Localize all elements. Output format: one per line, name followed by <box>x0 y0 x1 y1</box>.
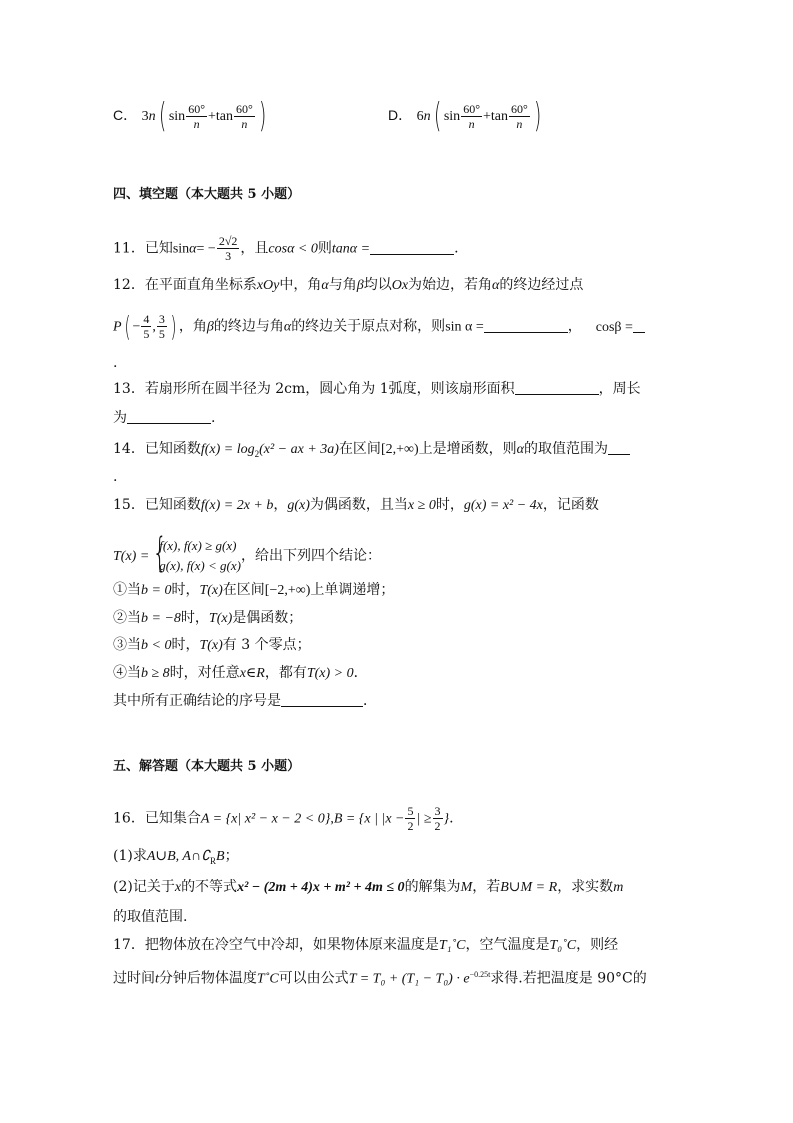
piecewise-cases: { f(x), f(x) ≥ g(x) g(x), f(x) < g(x) <box>153 530 241 576</box>
text: ，且 <box>240 240 269 257</box>
sin-label: sin <box>172 241 190 257</box>
text: 则 <box>317 240 332 257</box>
right-paren: ) <box>258 96 267 136</box>
tan-label: tan <box>215 109 234 124</box>
cooling-formula: T = T₀ + (T₁ − T₀) · e <box>348 971 470 987</box>
question-15-item-4: ④当b ≥ 8时，对任意x∈R，都有T(x) > 0． <box>113 665 368 681</box>
period: . <box>454 240 459 257</box>
answer-blank[interactable] <box>633 318 645 333</box>
fraction: $\frac{2√2}{3}$ <box>218 234 238 263</box>
question-number: 13． <box>113 381 145 397</box>
sin-label: sin <box>168 109 186 124</box>
question-14: 14．已知函数$f(x) = \log_2(x^2$ − ax + 3a)在区间[2,+∞)上是增函数，则α的取值范围为 <box>113 438 630 465</box>
question-13-line-1: 13．若扇形所在圆半径为 2cm，圆心角为 1弧度，则该扇形面积 ，周长 <box>113 381 641 397</box>
question-15-item-3: ③当b < 0时，T(x)有 3 个零点； <box>113 637 311 653</box>
section-5-title: 五、解答题（本大题共 5 小题） <box>113 759 301 774</box>
question-15-final: 其中所有正确结论的序号是 ． <box>113 693 377 709</box>
question-17-line-1: 17．把物体放在冷空气中冷却，如果物体原来温度是T₁˚C，空气温度是T₀˚C，则经 <box>113 937 619 953</box>
plus-sign: + <box>208 109 216 124</box>
fraction: $\frac{60^\circ}{n}$ <box>188 101 205 131</box>
sin-label: sin <box>443 109 461 124</box>
question-15-line-1: 15．已知函数f(x) = 2x + b，g(x)为偶函数，且当x ≥ 0时，g(x) = x² − 4x，记函数 <box>113 497 599 513</box>
question-number: 15． <box>113 497 145 513</box>
right-paren: ) <box>533 96 542 136</box>
question-15-item-2: ②当b = −8时，T(x)是偶函数； <box>113 610 303 626</box>
choice-c <box>113 96 269 136</box>
sin-alpha: sin α = <box>445 319 484 335</box>
question-16-line-1: 16．已知集合A = {x| x² − x − 2 < 0},B = {x | |x − $\frac{5}{2}$ | ≥ $\frac{3}{2}$ }. <box>113 804 454 833</box>
question-12-line-2: P( − $\frac{4}{5}$ , $\frac{3}{5}$ ) ，角β的终边与角α的终边关于原点对称，则sin α = ， cosβ = <box>113 312 645 341</box>
answer-blank[interactable] <box>127 409 211 424</box>
choice-d-coef: 6 <box>416 109 424 124</box>
set-a: A = {x| x² − x − 2 < 0} <box>200 811 331 827</box>
question-12-line-1: 12．在平面直角坐标系xOy中，角α与角β均以Ox为始边，若角α的终边经过点 <box>113 277 584 293</box>
inequality: x² − (2m + 4)x + m² + 4m ≤ 0 <box>237 880 405 895</box>
answer-blank[interactable] <box>281 692 363 707</box>
question-14-end: . <box>113 469 118 485</box>
question-11: 11．已知sinα= − $\frac{2√2}{3}$ ，且cosα < 0则tanα = . <box>113 234 459 263</box>
question-13-line-2: 为 . <box>113 410 216 426</box>
question-number: 11． <box>113 240 145 257</box>
question-number: 12． <box>113 277 145 293</box>
function: f(x) = log <box>200 442 255 457</box>
fraction: $\frac{60^\circ}{n}$ <box>511 101 528 131</box>
question-16-part-2-cont: 的取值范围. <box>113 909 188 925</box>
question-number: 17． <box>113 937 145 953</box>
question-17-line-2: 过时间t分钟后物体温度T˚C可以由公式$T = T_0 + (T_1 - T_0) \cdot e^{-0.25t}$求得.若把温度是 90°C的 <box>113 970 647 987</box>
tan-expr: tanα = <box>331 241 371 257</box>
answer-blank[interactable] <box>484 318 568 333</box>
choice-d-label: D． <box>388 107 413 123</box>
question-12-line-3: . <box>113 355 118 371</box>
question-15-item-1: ①当b = 0时，T(x)在区间[−2,+∞)上单调递增； <box>113 582 395 598</box>
question-number: 16． <box>113 810 145 827</box>
answer-blank[interactable] <box>370 240 454 255</box>
tan-label: tan <box>490 109 509 124</box>
choice-c-n: n <box>148 109 156 124</box>
plus-sign: + <box>483 109 491 124</box>
left-paren: ( <box>158 96 166 136</box>
point-p: P <box>113 319 122 335</box>
equals-minus: = − <box>196 241 216 257</box>
cos-beta: cosβ = <box>595 319 633 335</box>
text: 已知 <box>144 240 173 257</box>
question-16-part-1: (1)求A∪B, $A\cap∁_RB$； <box>113 848 239 866</box>
section-4-title: 四、填空题（本大题共 5 小题） <box>113 187 301 202</box>
piecewise-name: T(x) = <box>113 549 150 564</box>
fraction: $\frac{60^\circ}{n}$ <box>463 101 480 131</box>
set-b: B = {x | |x − <box>333 811 405 827</box>
question-number: 14． <box>113 441 145 457</box>
choice-d-n: n <box>423 109 431 124</box>
ox: Ox <box>391 278 409 293</box>
question-15-piecewise: T(x) = { f(x), f(x) ≥ g(x) g(x), f(x) < g(x) ，给出下列四个结论： <box>113 530 381 576</box>
answer-blank[interactable] <box>515 380 599 395</box>
question-16-part-2: (2)记关于x的不等式x² − (2m + 4)x + m² + 4m ≤ 0的解集为M，若B∪M = R，求实数m <box>113 879 624 895</box>
condition: cosα < 0 <box>268 241 318 257</box>
choice-c-label: C． <box>113 107 138 123</box>
choice-c-coef: 3 <box>141 109 149 124</box>
xoy: xOy <box>256 278 280 293</box>
fraction: $\frac{60^\circ}{n}$ <box>236 101 253 131</box>
choice-d <box>388 96 544 136</box>
left-paren: ( <box>433 96 441 136</box>
answer-blank[interactable] <box>608 440 630 455</box>
